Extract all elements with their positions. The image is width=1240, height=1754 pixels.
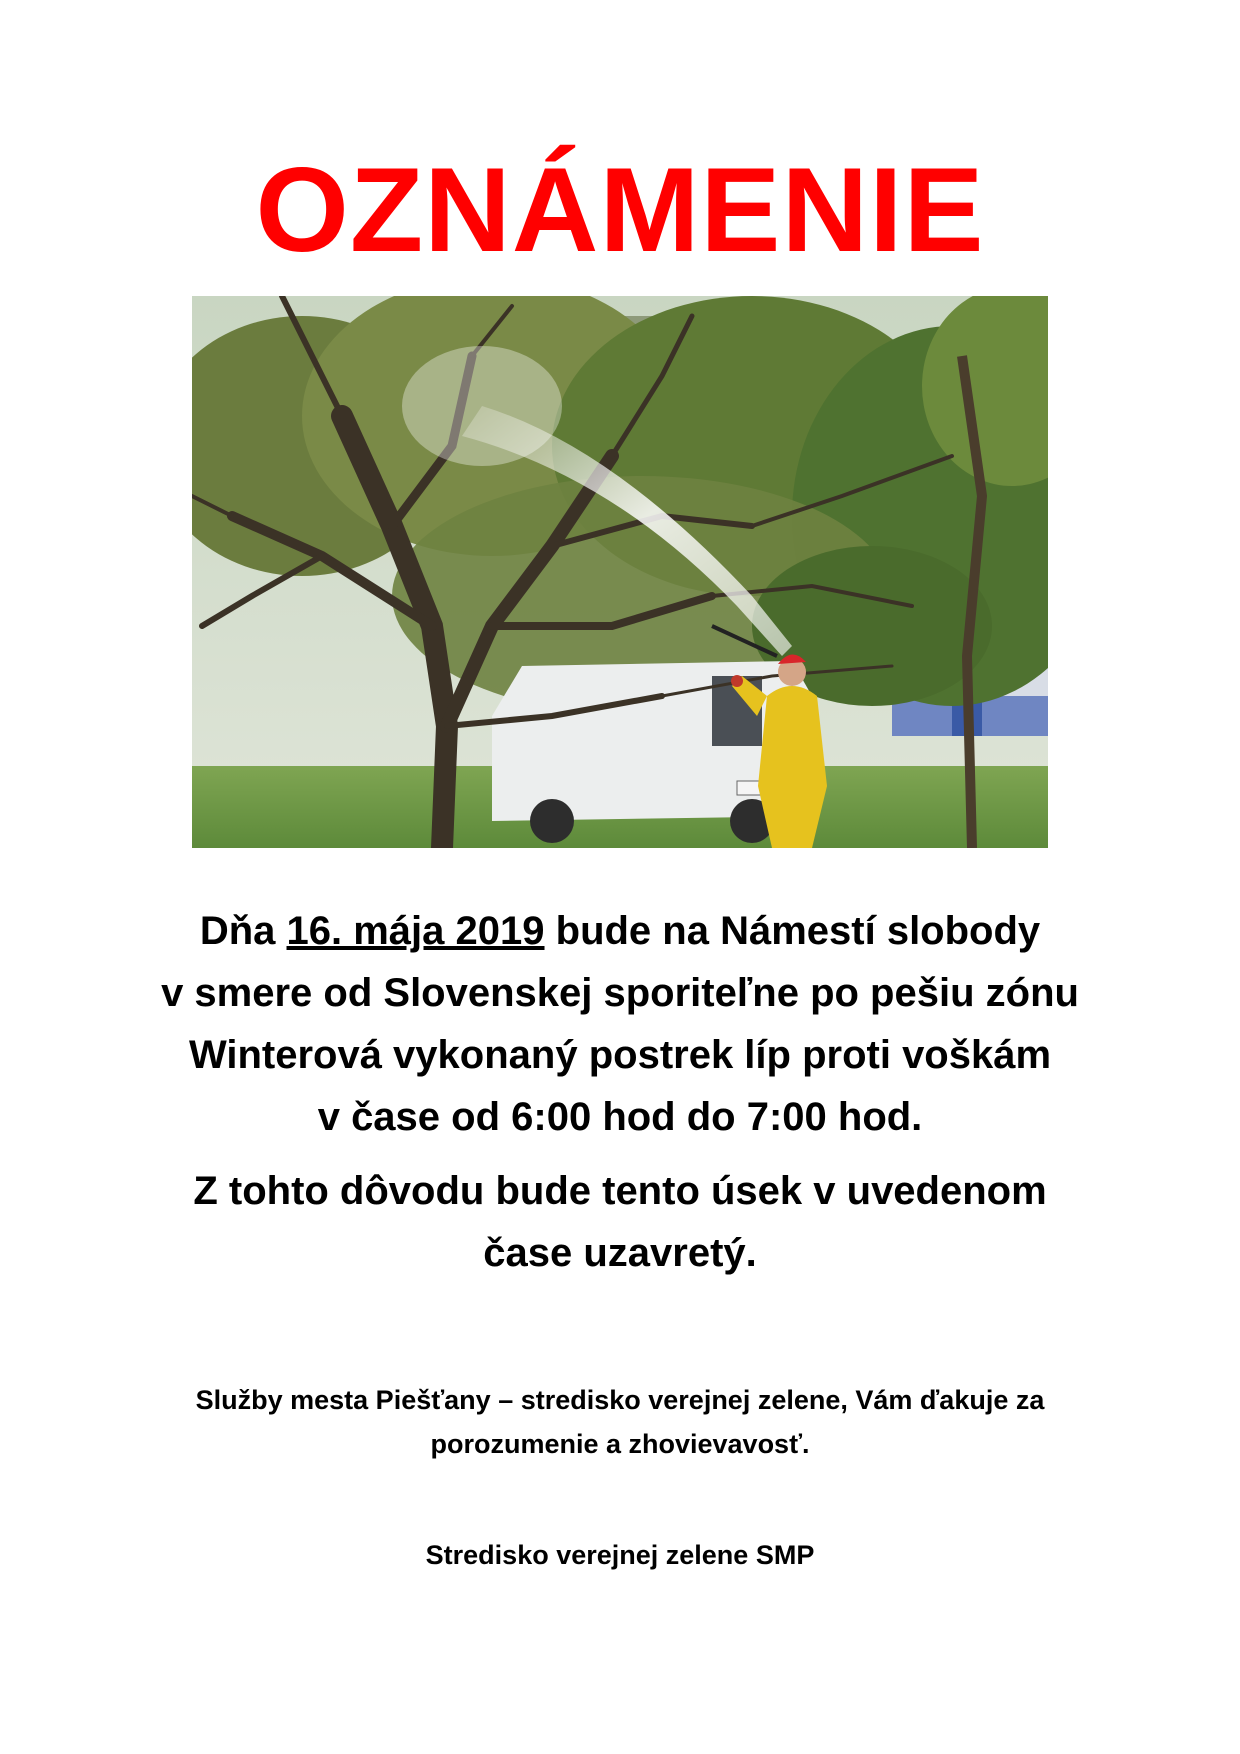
notice-line-3: Winterová vykonaný postrek líp proti voškám bbox=[188, 1033, 1052, 1077]
closure-text bbox=[40, 1160, 1200, 1284]
signature: Stredisko verejnej zelene SMP bbox=[425, 1540, 815, 1570]
notice-line-1-suffix: bude na Námestí slobody bbox=[544, 909, 1041, 953]
notice-line-4: v čase od 6:00 hod do 7:00 hod. bbox=[317, 1095, 923, 1139]
closure-line-2: čase uzavretý. bbox=[483, 1231, 757, 1275]
notice-line-1-prefix: Dňa bbox=[199, 909, 287, 953]
page-title: OZNÁMENIE bbox=[255, 143, 985, 277]
notice-date: 16. mája 2019 bbox=[286, 909, 545, 953]
thanks-line-2: porozumenie a zhovievavosť. bbox=[430, 1429, 810, 1459]
thanks-line-1: Služby mesta Piešťany – stredisko verejnej zelene, Vám ďakuje za bbox=[195, 1385, 1045, 1415]
notice-line-1 bbox=[40, 900, 1200, 962]
thanks-text bbox=[40, 1378, 1200, 1466]
notice-text bbox=[40, 900, 1200, 1148]
tree-spraying-photo bbox=[192, 296, 1048, 848]
closure-line-1: Z tohto dôvodu bude tento úsek v uvedenom bbox=[193, 1169, 1047, 1213]
notice-line-2: v smere od Slovenskej sporiteľne po pešiu zónu bbox=[161, 971, 1079, 1015]
